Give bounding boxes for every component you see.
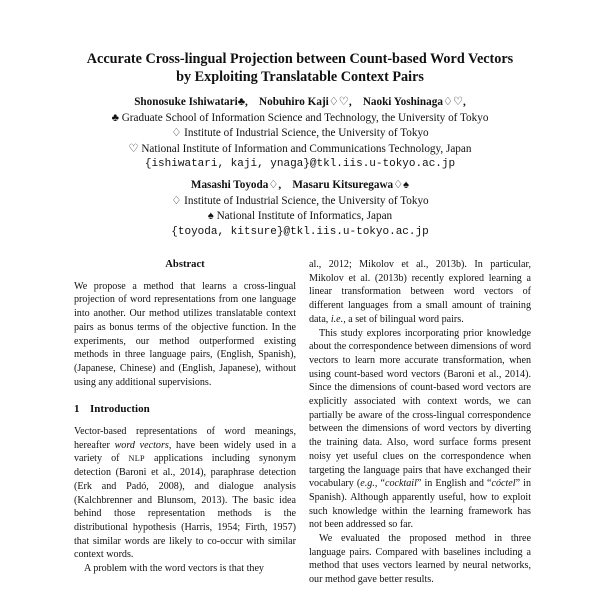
text-run: , “ — [374, 478, 385, 490]
section-heading-introduction — [74, 403, 296, 417]
text-run: al., 2012; Mikolov et al., 2013b). In particular, Mikolov et al. (2013b) recently explored learning a linear transformation between word vectors of different languages from a small amount of training data, — [309, 259, 531, 325]
text-run: ” in English and “ — [416, 478, 492, 490]
emphasis-coctel: cóctel — [491, 478, 516, 490]
emphasis-ie: i.e. — [330, 313, 344, 325]
paper-title — [40, 50, 560, 86]
title-line-2: by Exploiting Translatable Context Pairs — [176, 69, 424, 85]
right-column — [309, 258, 531, 587]
section-number: 1 — [74, 403, 80, 416]
text-run: This study explores incorporating prior knowledge about the correspondence between dimensions of word vectors to learn more accurate transformation, when using count-based word vectors (Baroni et al., 2014). Since the dimensions of count-based word vectors are explicitly associated with context words, we can partially be aware of the cross-lingual correspondence between the dimensions of word vectors by diverting the training data. Also, word surface forms present noisy yet useful clues on the correspondence when targeting the language pairs that have exchanged their vocabulary ( — [309, 327, 531, 490]
affiliation-utokyo-iis: ♢ Institute of Industrial Science, the University of Tokyo — [171, 127, 429, 140]
author-names-1: Shonosuke Ishiwatari♣, Nobuhiro Kaji♢♡, Naoki Yoshinaga♢♡, — [134, 96, 466, 108]
affiliation-nii: ♠ National Institute of Informatics, Japan — [207, 210, 393, 223]
text-run: Vector-based representations of word meanings, hereafter — [74, 426, 296, 451]
right-paragraph-2 — [309, 327, 531, 533]
right-paragraph-3: We evaluated the proposed method in three language pairs. Compared with baselines including a method that uses vectors learned by neural networks, our method gave better results. — [309, 533, 531, 586]
author-block-2 — [40, 178, 560, 240]
author-block-1 — [40, 95, 560, 173]
abstract-heading: Abstract — [165, 259, 205, 270]
right-paragraph-1 — [309, 258, 531, 327]
affiliation-utokyo-iis-2: ♢ Institute of Industrial Science, the University of Tokyo — [171, 194, 429, 207]
emphasis-cocktail: cocktail — [384, 478, 417, 490]
title-line-1: Accurate Cross-lingual Projection between Count-based Word Vectors — [86, 51, 514, 67]
affiliation-utokyo-ist: ♣ Graduate School of Information Science and Technology, the University of Tokyo — [111, 111, 489, 124]
text-run: applications including synonym detection (Baroni et al., 2014), paraphrase detection (Erk and Padó, 2008), and dialogue analysis (Kalchbrenner and Blunsom, 2013). The basic idea behind those representation methods is the distributional hypothesis (Harris, 1954; Firth, 1957) that similar words are likely to co-occur with similar context words. — [74, 453, 296, 561]
text-run: , a set of bilingual word pairs. — [343, 313, 464, 325]
small-caps-nlp: NLP — [128, 454, 145, 464]
author-emails-1: {ishiwatari, kaji, ynaga}@tkl.iis.u-tokyo.ac.jp — [144, 158, 456, 171]
intro-paragraph-1 — [74, 425, 296, 562]
affiliation-nict: ♡ National Institute of Information and Communications Technology, Japan — [128, 142, 472, 155]
author-names-2: Masashi Toyoda♢, Masaru Kitsuregawa♢♠ — [190, 179, 410, 191]
section-title: Introduction — [90, 403, 150, 416]
left-column — [74, 258, 296, 576]
emphasis-eg: e.g. — [360, 478, 375, 490]
intro-paragraph-2: A problem with the word vectors is that they — [84, 563, 264, 575]
text-run: , have been widely used in a variety of — [74, 439, 296, 465]
author-emails-2: {toyoda, kitsure}@tkl.iis.u-tokyo.ac.jp — [171, 225, 429, 238]
text-run: ” in Spanish). Although apparently useful, how to exploit such knowledge within the learning framework has not been addressed so far. — [309, 478, 532, 531]
emphasis-word-vectors: word vectors — [114, 439, 169, 451]
abstract-text: We propose a method that learns a cross-lingual projection of word representations from one language into another. Our method utilizes translatable context pairs as bonus terms of the objective function. In the experiments, our method outperformed existing methods in three language pairs, (English, Spanish), (Japanese, Chinese) and (English, Japanese), without using any additional supervisions. — [74, 280, 296, 388]
